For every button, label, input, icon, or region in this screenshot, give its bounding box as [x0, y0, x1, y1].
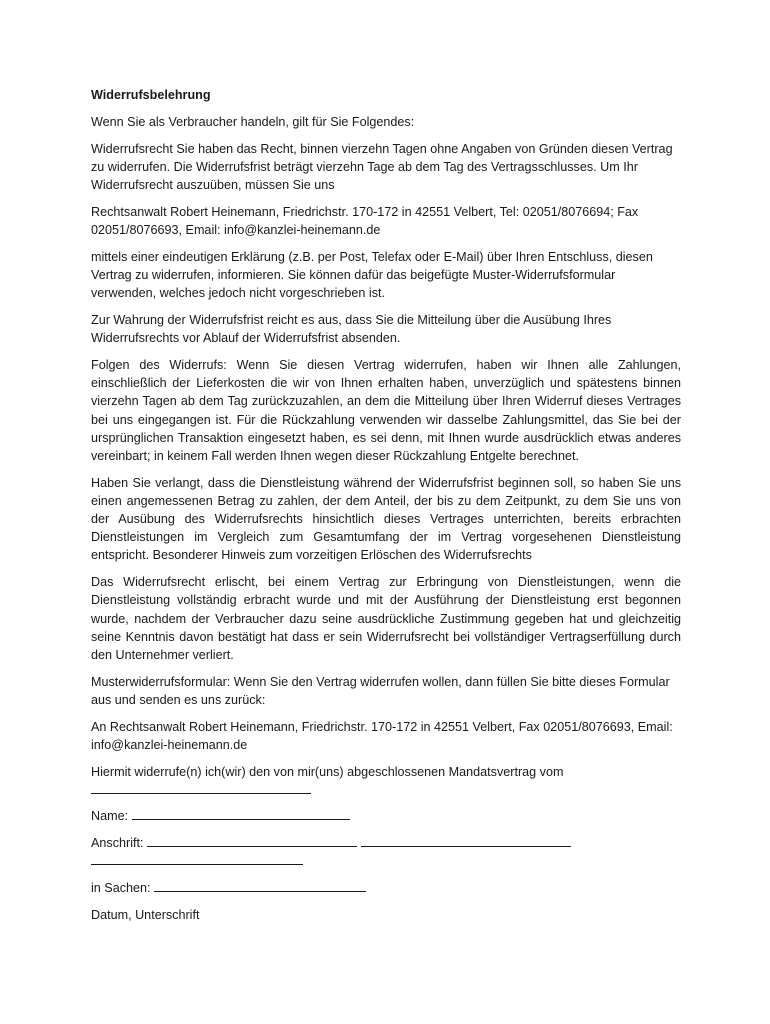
address-blank-2[interactable] — [361, 834, 571, 847]
model-form-paragraph: Musterwiderrufsformular: Wenn Sie den Vertrag widerrufen wollen, dann füllen Sie bitte dieses Formular aus und senden es uns zurück: — [91, 674, 670, 707]
signature-line: Datum, Unterschrift — [91, 907, 200, 922]
form-recipient-paragraph: An Rechtsanwalt Robert Heinemann, Friedrichstr. 170-172 in 42551 Velbert, Fax 02051/8076693, Email: info@kanzlei-heinemann.de — [91, 719, 673, 752]
name-line — [91, 807, 681, 825]
deadline-paragraph: Zur Wahrung der Widerrufsfrist reicht es aus, dass Sie die Mitteilung über die Ausübung Ihres Widerrufsrechts vor Ablauf der Widerrufsfrist absenden. — [91, 313, 612, 346]
address-blank-3[interactable] — [91, 852, 303, 865]
name-blank[interactable] — [132, 807, 350, 820]
address-line — [91, 834, 681, 870]
document-title: Widerrufsbelehrung — [91, 88, 211, 102]
expiry-paragraph: Das Widerrufsrecht erlischt, bei einem Vertrag zur Erbringung von Dienstleistungen, wenn die Dienstleistung vollständig erbracht wurde und mit der Ausführung der Dienstleistung erst begonnen wurde, nachdem der Verbraucher dazu seine ausdrückliche Zustimmung gegeben hat und gleichzeitig seine Kenntnis davon bestätigt hat dass er sein Widerrufsrecht bei vollständiger Vertragserfüllung durch den Unternehmer verliert. — [91, 575, 681, 662]
consequences-paragraph: Folgen des Widerrufs: Wenn Sie diesen Vertrag widerrufen, haben wir Ihnen alle Zahlungen, einschließlich der Lieferkosten die wir von Ihnen erhalten haben, unverzüglich und spätestens binnen vierzehn Tagen ab dem Tag zurückzuzahlen, an dem die Mitteilung über Ihren Widerruf dieses Vertrages bei uns eingegangen ist. Für die Rückzahlung verwenden wir dasselbe Zahlungsmittel, das Sie bei der ursprünglichen Transaktion eingesetzt haben, es sei denn, mit Ihnen wurde ausdrücklich etwas anderes vereinbart; in keinem Fall werden Ihnen wegen dieser Rückzahlung Entgelte berechnet. — [91, 357, 681, 463]
contract-date-blank[interactable] — [91, 781, 311, 794]
service-payment-paragraph: Haben Sie verlangt, dass die Dienstleistung während der Widerrufsfrist beginnen soll, so haben Sie uns einen angemessenen Betrag zu zahlen, der dem Anteil, der bis zu dem Zeitpunkt, zu dem Sie uns von der Ausübung des Widerrufsrechts hinsichtlich dieses Vertrages unterrichten, bereits erbrachten Dienstleistungen im Vergleich zum Gesamtumfang der im Vertrag vorgesehenen Dienstleistung entspricht. Besonderer Hinweis zum vorzeitigen Erlöschen des Widerrufsrechts — [91, 475, 681, 563]
document-page — [91, 86, 681, 932]
matter-label: in Sachen: — [91, 881, 151, 896]
matter-blank[interactable] — [154, 879, 366, 892]
matter-line — [91, 879, 681, 897]
declaration-method-paragraph: mittels einer eindeutigen Erklärung (z.B. per Post, Telefax oder E-Mail) über Ihren Entschluss, diesen Vertrag zu widerrufen, informieren. Sie können dafür das beigefügte Muster-Widerrufsformular verwenden, welches jedoch nicht vorgeschrieben ist. — [91, 249, 653, 301]
address-blank-1[interactable] — [147, 834, 357, 847]
name-label: Name: — [91, 809, 129, 824]
contact-address-paragraph: Rechtsanwalt Robert Heinemann, Friedrichstr. 170-172 in 42551 Velbert, Tel: 02051/8076694; Fax 02051/8076693, Email: info@kanzlei-heinemann.de — [91, 205, 639, 238]
address-label: Anschrift: — [91, 836, 144, 851]
revocation-statement — [91, 763, 681, 799]
withdrawal-right-paragraph: Widerrufsrecht Sie haben das Recht, binnen vierzehn Tagen ohne Angaben von Gründen diesen Vertrag zu widerrufen. Die Widerrufsfrist beträgt vierzehn Tage ab dem Tag des Vertragsschlusses. Um Ihr Widerrufsrecht auszuüben, müssen Sie uns — [91, 141, 673, 193]
intro-paragraph: Wenn Sie als Verbraucher handeln, gilt für Sie Folgendes: — [91, 115, 415, 130]
revocation-statement-text: Hiermit widerrufe(n) ich(wir) den von mir(uns) abgeschlossenen Mandatsvertrag vom — [91, 764, 564, 779]
